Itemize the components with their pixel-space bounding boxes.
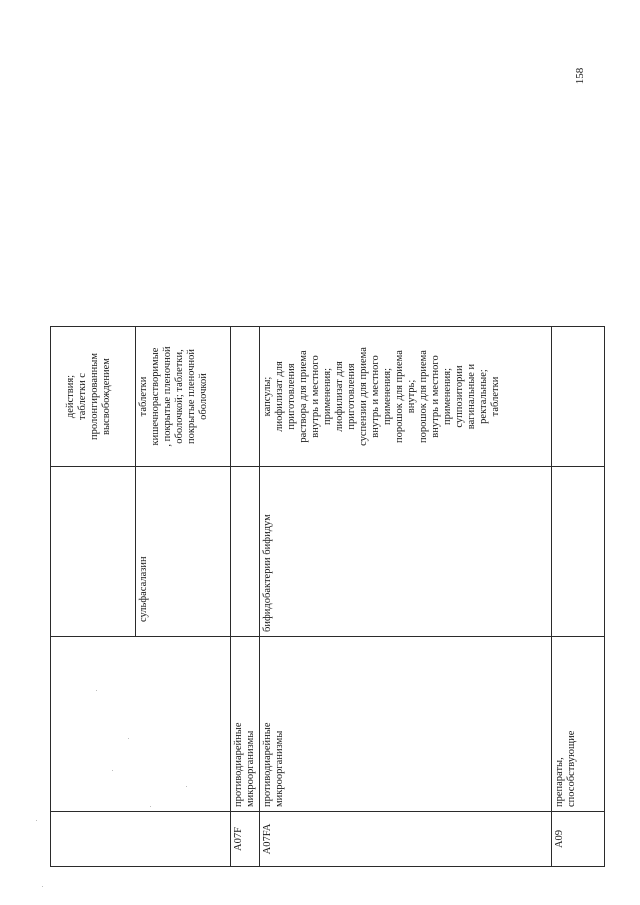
drug-name-continuation xyxy=(63,467,123,636)
dosage-form-cell xyxy=(51,327,231,467)
anatomical-group-cell: противодиарейные микроорганизмы xyxy=(260,637,552,812)
dosage-form-continuation: действия; таблетки с пролонгированным высвобождением xyxy=(65,353,112,440)
rotated-table-container xyxy=(50,327,577,867)
scan-speck xyxy=(128,738,129,739)
atc-code-cell: A09 xyxy=(552,812,605,867)
drug-name-cell xyxy=(552,467,605,637)
atc-code-cell: A07FA xyxy=(260,812,552,867)
drug-name-text: сульфасалазин xyxy=(135,467,218,636)
dosage-form-cell: капсулы; лиофилизат для приготовления раствора для приема внутрь и местного применения; лиофилизат для приготовления суспензии для приема внутрь и местного применения; порошок для приема внутрь; порошок для приема внутрь и местного применения; суппозитории вагинальные и ректальные; таблетки xyxy=(260,327,552,467)
table-row xyxy=(51,327,231,867)
table-row xyxy=(231,327,260,867)
drug-name-cell: бифидобактерии бифидум xyxy=(260,467,552,637)
dosage-form-text: таблетки кишечнорастворимые , покрытые пленочной оболочкой; таблетки, покрытые пленочной оболочкой xyxy=(135,327,218,466)
table-row xyxy=(552,327,605,867)
drug-name-cell xyxy=(51,467,231,637)
page-number: 158 xyxy=(574,67,586,85)
table-row xyxy=(260,327,552,867)
scan-speck xyxy=(112,770,113,771)
drug-name-cell xyxy=(231,467,260,637)
scan-speck xyxy=(36,820,37,821)
scan-speck xyxy=(96,690,97,691)
scan-speck xyxy=(186,786,187,787)
anatomical-group-cell xyxy=(51,637,231,812)
dosage-form-cell xyxy=(552,327,605,467)
atc-code-cell: A07F xyxy=(231,812,260,867)
drug-table xyxy=(50,326,605,867)
dosage-form-cell xyxy=(231,327,260,467)
atc-code-cell xyxy=(51,812,231,867)
scan-speck xyxy=(150,806,151,807)
anatomical-group-cell: противодиарейные микроорганизмы xyxy=(231,637,260,812)
anatomical-group-cell: препараты, способствующие xyxy=(552,637,605,812)
scan-speck xyxy=(42,886,43,887)
